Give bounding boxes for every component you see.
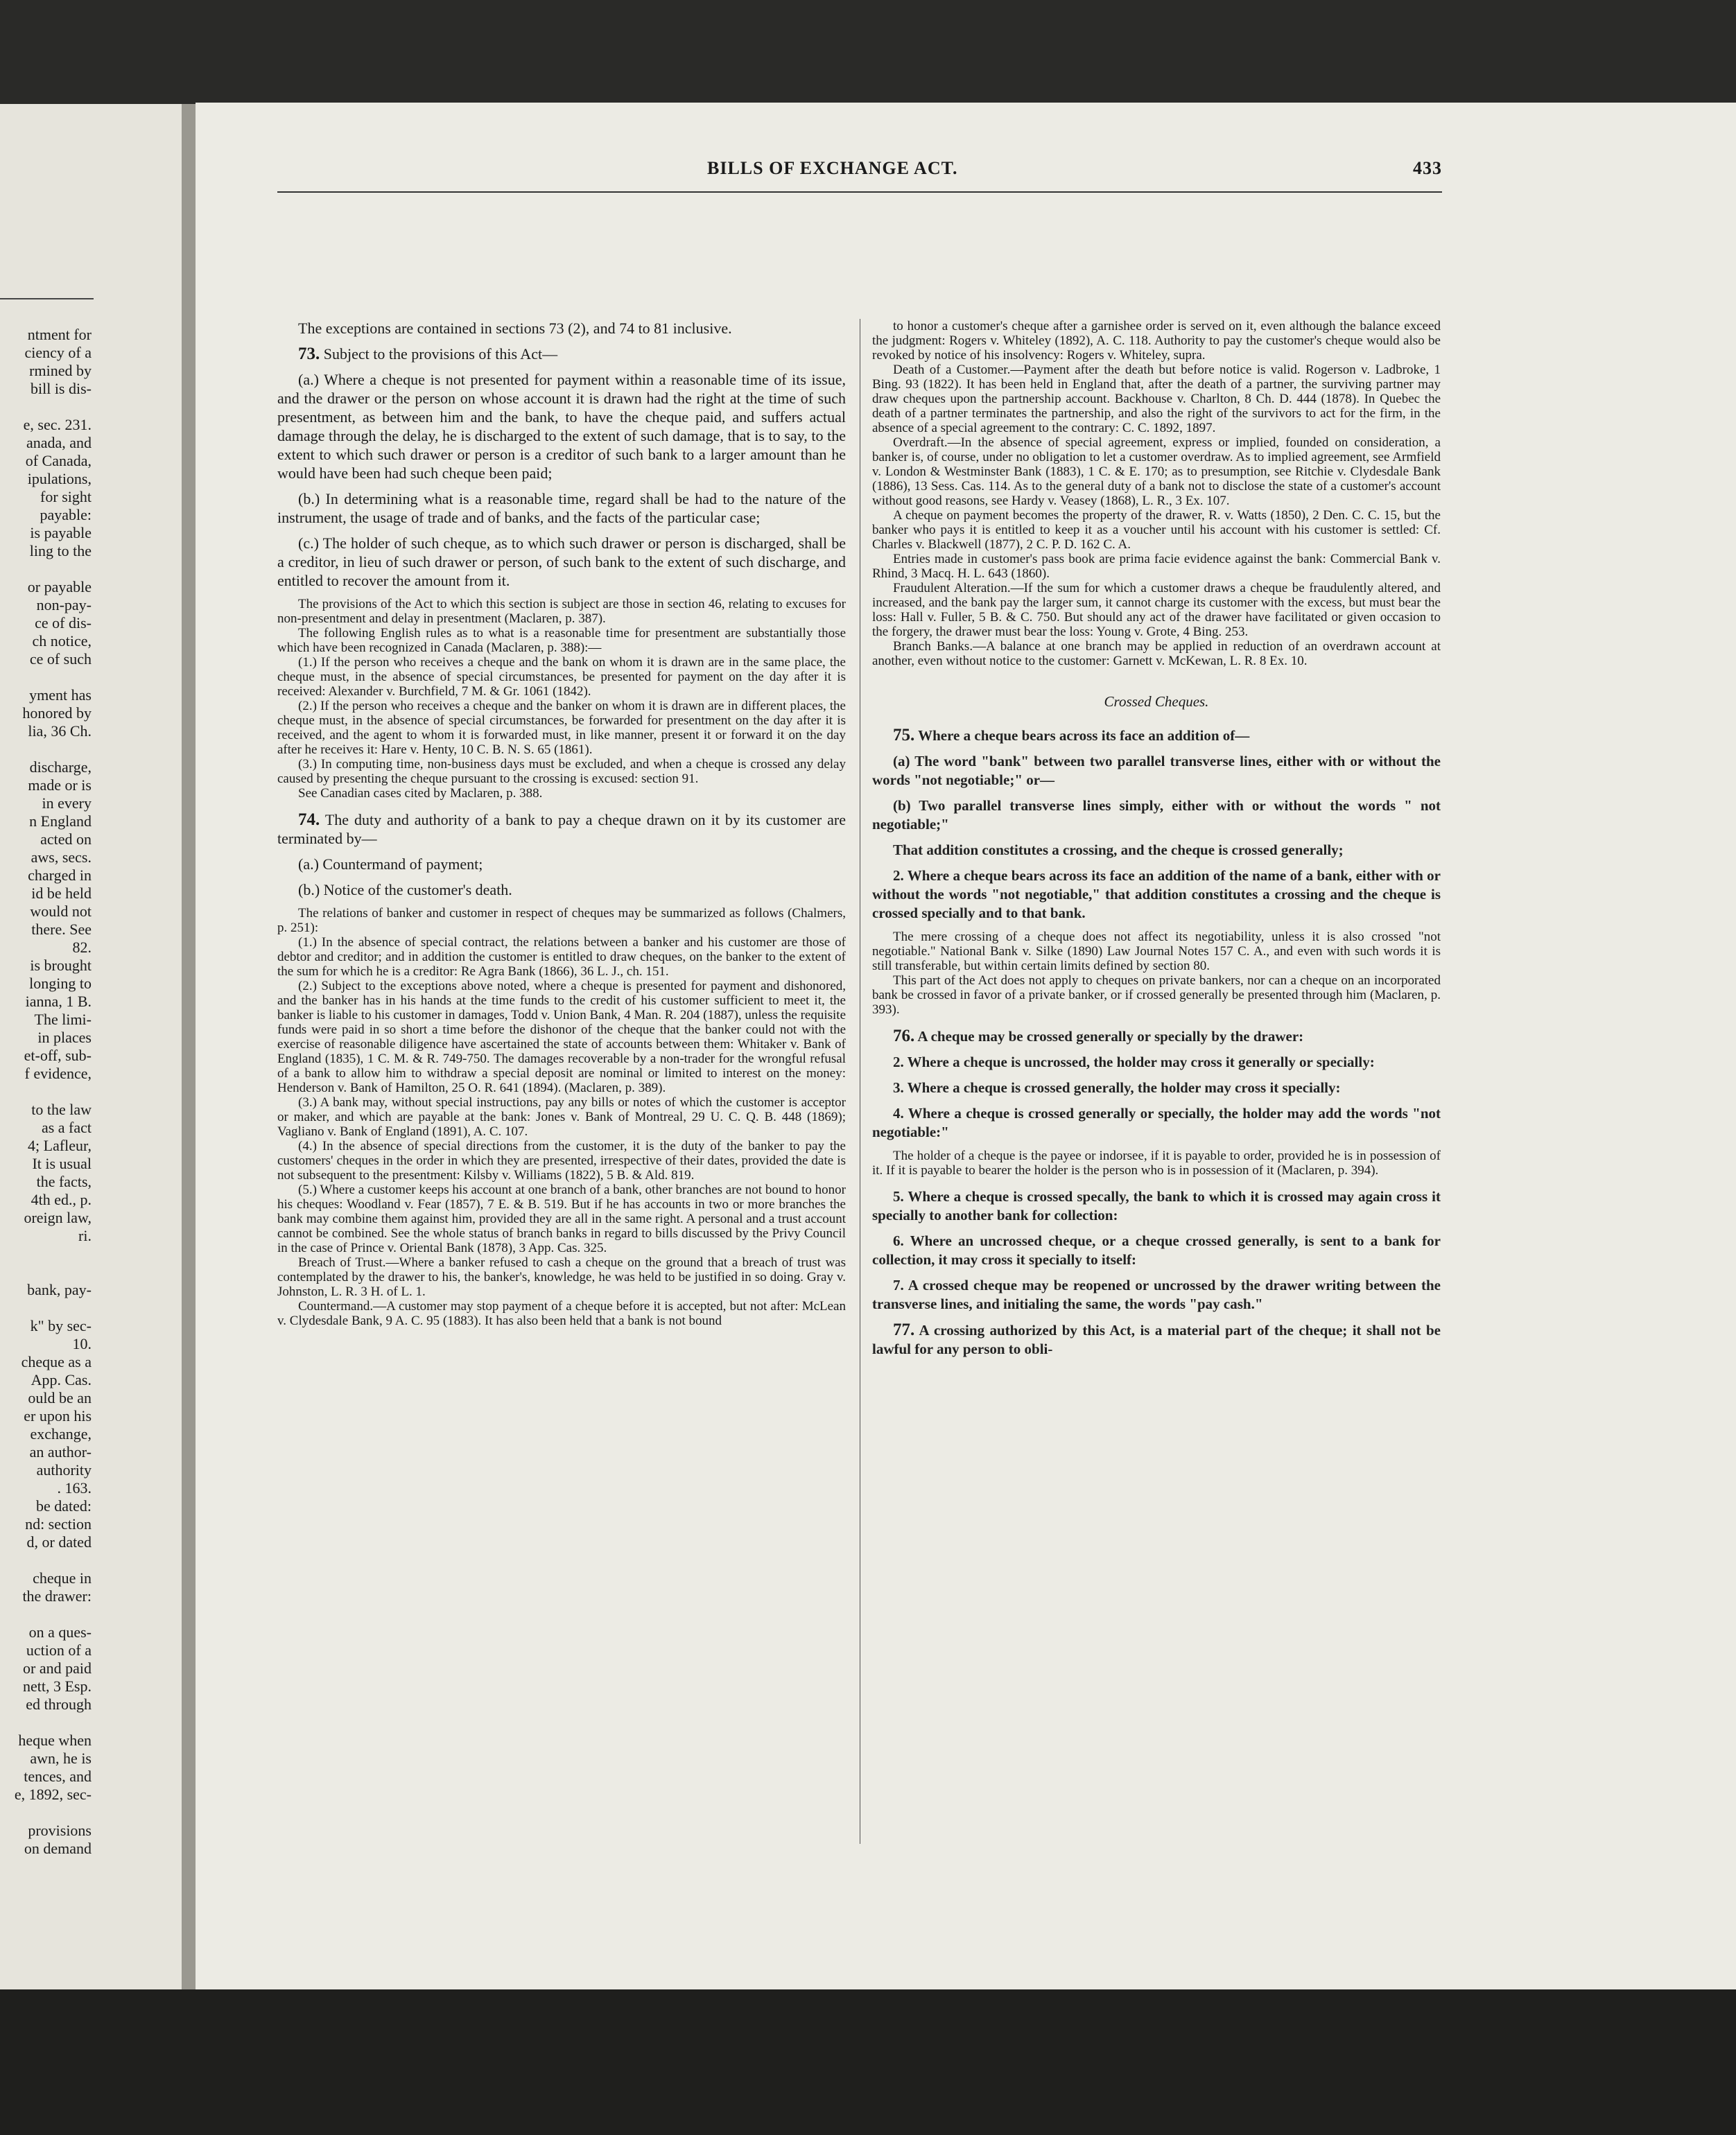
left-fragment-line: heque when xyxy=(18,1732,92,1749)
section-text: The duty and authority of a bank to pay a cheque drawn on it by its customer are terminated by— xyxy=(277,811,846,847)
left-fragment-line: of Canada, xyxy=(25,452,92,469)
left-fragment-line: or and paid xyxy=(23,1659,92,1677)
paragraph: 2. Where a cheque bears across its face an addition of the name of a bank, either with or without the words "not negotiable," that addition constitutes a crossing and the cheque is crossed specially and to that bank. xyxy=(872,867,1441,921)
left-fragment-line: App. Cas. xyxy=(31,1371,92,1388)
section-text: Where a cheque bears across its face an addition of— xyxy=(914,727,1250,744)
section-paragraph xyxy=(277,810,846,848)
left-fragment-line: ce of dis- xyxy=(35,614,92,631)
paragraph: (1.) If the person who receives a cheque and the bank on whom it is drawn are in the same place, the cheque must, in the absence of special circumstances, be presented for payment on the day after it is received: Alexander v. Burchfield, 7 M. & Gr. 1061 (1842). xyxy=(277,655,846,699)
section-number: 75. xyxy=(893,726,915,744)
left-fragment-line: or payable xyxy=(27,578,92,595)
paragraph: That addition constitutes a crossing, and the cheque is crossed generally; xyxy=(893,842,1344,858)
section-paragraph xyxy=(872,1027,1441,1046)
left-fragment-line: lia, 36 Ch. xyxy=(28,722,92,740)
left-fragment-line: It is usual xyxy=(32,1155,92,1172)
left-fragment-line: ianna, 1 B. xyxy=(25,993,92,1010)
left-fragment-line: anada, and xyxy=(26,434,92,451)
paragraph: (2.) Subject to the exceptions above noted, where a cheque is presented for payment and dishonored, and the banker has in his hands at the time funds to the credit of his customer sufficient to meet it, the banker is liable to his customer in damages, Todd v. Union Bank, 4 Man. R. 204 (1887), unless the requisite funds were paid in so short a time before the dishonor of the cheque that the banker could not with the exercise of reasonable diligence have ascertained the state of accounts between them: Whitaker v. Bank of England (1835), 1 C. M. & R. 749-750. The damages recoverable by a non-trader for the wrongful refusal of a bank to allow him to withdraw a special deposit are nominal or limited to interest on the money: Henderson v. Bank of Hamilton, 25 O. R. 641 (1894). (Maclaren, p. 389). xyxy=(277,979,846,1095)
left-fragment-line: bill is dis- xyxy=(30,380,92,397)
left-fragment-line: ce of such xyxy=(29,650,92,668)
left-fragment-line: f evidence, xyxy=(24,1065,92,1082)
left-fragment-line: yment has xyxy=(29,686,92,704)
left-fragment-line: e, sec. 231. xyxy=(23,416,92,433)
paragraph: (b) Two parallel transverse lines simply, either with or without the words " not negotiable;" xyxy=(872,797,1441,833)
paragraph: 4. Where a cheque is crossed generally or specially, the holder may add the words "not negotiable:" xyxy=(872,1105,1441,1140)
left-fragment-line: ri. xyxy=(78,1227,92,1244)
left-page-fragment xyxy=(0,104,182,1989)
left-fragment-line: honored by xyxy=(22,704,92,722)
header-rule xyxy=(277,191,1442,193)
left-page-rule xyxy=(0,298,94,299)
left-fragment-line: is payable xyxy=(30,524,92,541)
left-fragment-line: be dated: xyxy=(35,1497,92,1515)
left-fragment-line: payable: xyxy=(40,506,92,523)
section-text: A crossing authorized by this Act, is a material part of the cheque; it shall not be lawful for any person to obli- xyxy=(872,1322,1441,1357)
left-fragment-line: aws, secs. xyxy=(31,848,92,866)
paragraph: The provisions of the Act to which this section is subject are those in section 46, relating to excuses for non-presentment and delay in presentment (Maclaren, p. 387). xyxy=(277,597,846,626)
paragraph: 6. Where an uncrossed cheque, or a cheque crossed generally, is sent to a bank for collection, it may cross it specially to itself: xyxy=(872,1232,1441,1268)
paragraph: Countermand.—A customer may stop payment of a cheque before it is accepted, but not after: McLean v. Clydesdale Bank, 9 A. C. 95 (1883). It has also been held that a bank is not bound xyxy=(277,1299,846,1328)
paragraph: to honor a customer's cheque after a garnishee order is served on it, even although the balance exceed the judgment: Rogers v. Whiteley (1892), A. C. 118. Authority to pay the customer's cheque would also be revoked by notice of his insolvency: Rogers v. Whiteley, supra. xyxy=(872,319,1441,363)
section-text: Subject to the provisions of this Act— xyxy=(320,345,558,363)
left-fragment-line: on a ques- xyxy=(28,1623,92,1641)
paragraph: (2.) If the person who receives a cheque and the banker on whom it is drawn are in different places, the cheque must, in the absence of special circumstances, be forwarded for presentment on the day after it is received, and the agent to whom it is forwarded must, in like manner, present it or forward it on the day after he receives it: Hare v. Henty, 10 C. B. N. S. 65 (1861). xyxy=(277,699,846,757)
section-number: 74. xyxy=(298,810,320,829)
section-text: A cheque may be crossed generally or specially by the drawer: xyxy=(914,1028,1304,1045)
left-fragment-line: in places xyxy=(37,1029,92,1046)
paragraph: (b.) Notice of the customer's death. xyxy=(298,881,512,898)
left-fragment-line: 82. xyxy=(72,939,92,956)
paragraph: The exceptions are contained in sections 73 (2), and 74 to 81 inclusive. xyxy=(298,320,732,337)
left-fragment-line: ntment for xyxy=(27,326,92,343)
section-paragraph xyxy=(872,726,1441,745)
section-number: 76. xyxy=(893,1027,915,1045)
paragraph: See Canadian cases cited by Maclaren, p. 388. xyxy=(298,786,543,801)
paragraph: Breach of Trust.—Where a banker refused to cash a cheque on the ground that a breach of trust was contemplated by the drawer to his, the banker's, knowledge, he was held to be justified in so doing. Gray v. Johnston, L. R. 3 H. of L. 1. xyxy=(277,1255,846,1299)
paragraph: Entries made in customer's pass book are prima facie evidence against the bank: Commercial Bank v. Rhind, 3 Macq. H. L. 643 (1860). xyxy=(872,552,1441,581)
left-fragment-line: oreign law, xyxy=(24,1209,92,1226)
left-fragment-line: awn, he is xyxy=(30,1750,92,1767)
left-fragment-line: ould be an xyxy=(28,1389,92,1406)
left-fragment-line: ipulations, xyxy=(27,470,92,487)
paragraph: (1.) In the absence of special contract, the relations between a banker and his customer are those of debtor and creditor; and in addition the customer is entitled to draw cheques, on the banker to the extent of the sum for which he is a creditor: Re Agra Bank (1866), 36 L. J., ch. 151. xyxy=(277,935,846,979)
left-fragment-line: cheque as a xyxy=(21,1353,92,1370)
left-fragment-line: provisions xyxy=(28,1822,92,1839)
left-fragment-line: nett, 3 Esp. xyxy=(23,1678,92,1695)
paragraph: Overdraft.—In the absence of special agreement, express or implied, founded on consideration, a banker is, of course, under no obligation to let a customer overdraw. As to implied agreement, see Armfield v. London & Westminster Bank (1883), 1 C. & E. 170; as to presumption, see Ritchie v. Clydesdale Bank (1886), 13 Sess. Cas. 114. As to the general duty of a bank not to disclose the state of a customer's account without good reasons, see Hardy v. Veasey (1868), L. R., 3 Ex. 107. xyxy=(872,435,1441,508)
paragraph: Fraudulent Alteration.—If the sum for which a customer draws a cheque be fraudulently altered, and increased, and the bank pay the larger sum, it cannot charge its customer with the excess, but must bear the loss: Hall v. Fuller, 5 B. & C. 750. But should any act of the drawer have facilitated or given occasion to the forgery, the drawer must bear the loss: Young v. Grote, 4 Bing. 253. xyxy=(872,581,1441,639)
right-column xyxy=(872,319,1441,1366)
paragraph: Branch Banks.—A balance at one branch may be applied in reduction of an overdrawn account at another, even without notice to the customer: Garnett v. McKewan, L. R. 8 Ex. 10. xyxy=(872,639,1441,668)
left-fragment-line: discharge, xyxy=(29,758,92,776)
left-fragment-line: the facts, xyxy=(36,1173,92,1190)
paragraph: 7. A crossed cheque may be reopened or uncrossed by the drawer writing between the transverse lines, and initialing the same, the words "pay cash." xyxy=(872,1277,1441,1312)
left-fragment-line: rmined by xyxy=(29,362,92,379)
left-fragment-line: there. See xyxy=(31,921,92,938)
page-number: 433 xyxy=(1413,158,1442,178)
paragraph: (4.) In the absence of special directions from the customer, it is the duty of the banker to pay the customers' cheques in the order in which they are presented, irrespective of their dates, provided the date is not subsequent to the presentment: Kilsby v. Williams (1822), 5 B. & Ald. 819. xyxy=(277,1139,846,1183)
left-fragment-line: 10. xyxy=(72,1335,92,1352)
left-fragment-line: an author- xyxy=(29,1443,92,1461)
paragraph: (a) The word "bank" between two parallel transverse lines, either with or without the words "not negotiable;" or— xyxy=(872,753,1441,788)
paragraph: (3.) A bank may, without special instructions, pay any bills or notes of which the customer is acceptor or maker, and which are payable at the bank: Jones v. Bank of Montreal, 29 U. C. Q. B. 448 (1869); Vagliano v. Bank of England (1891), A. C. 107. xyxy=(277,1095,846,1139)
left-fragment-line: the drawer: xyxy=(22,1587,92,1605)
left-fragment-line: ling to the xyxy=(29,542,92,559)
left-fragment-line: exchange, xyxy=(30,1425,92,1443)
left-fragment-line: . 163. xyxy=(57,1479,92,1497)
left-fragment-line: et-off, sub- xyxy=(24,1047,92,1064)
section-heading: Crossed Cheques. xyxy=(1104,693,1209,710)
running-title: BILLS OF EXCHANGE ACT. xyxy=(707,158,958,178)
paragraph: The following English rules as to what is a reasonable time for presentment are substantially those which have been recognized in Canada (Maclaren, p. 388):— xyxy=(277,626,846,655)
paragraph: 2. Where a cheque is uncrossed, the holder may cross it generally or specially: xyxy=(893,1054,1375,1070)
spacer xyxy=(872,1178,1441,1187)
section-number: 77. xyxy=(893,1321,915,1339)
left-fragment-line: ch notice, xyxy=(32,632,92,650)
section-paragraph xyxy=(872,1321,1441,1359)
paragraph: (5.) Where a customer keeps his account at one branch of a bank, other branches are not bound to honor his cheques: Woodland v. Fear (1857), 7 E. & B. 519. But if he has accounts in two or more branches the bank may combine them against him, provided they are all in the same right. A personal and a trust account cannot be combined. See the whole status of branch banks in regard to bills discussed by the Privy Council in the case of Prince v. Oriental Bank (1878), 3 App. Cas. 325. xyxy=(277,1183,846,1255)
left-column xyxy=(277,319,846,1328)
left-fragment-line: made or is xyxy=(28,776,92,794)
left-fragment-line: e, 1892, sec- xyxy=(14,1786,92,1803)
left-fragment-line: n England xyxy=(29,812,92,830)
paragraph: The mere crossing of a cheque does not affect its negotiability, unless it is also crossed "not negotiable." National Bank v. Silke (1890) Law Journal Notes 157 C. A., and even with such words it is still transferable, but within certain limits defined by section 80. xyxy=(872,930,1441,973)
left-fragment-line: non-pay- xyxy=(36,596,92,613)
paragraph: (b.) In determining what is a reasonable time, regard shall be had to the nature of the instrument, the usage of trade and of banks, and the facts of the particular case; xyxy=(277,490,846,526)
left-fragment-line: er upon his xyxy=(24,1407,92,1424)
left-fragment-line: d, or dated xyxy=(26,1533,92,1551)
left-fragment-line: authority xyxy=(36,1461,92,1479)
left-fragment-line: longing to xyxy=(29,975,92,992)
section-paragraph xyxy=(277,345,846,363)
paragraph: (c.) The holder of such cheque, as to which such drawer or person is discharged, shall be a creditor, in lieu of such drawer or person, of such bank to the extent of such discharge, and entitled to recover the amount from it. xyxy=(277,534,846,589)
paragraph: (a.) Countermand of payment; xyxy=(298,855,483,873)
left-fragment-line: ed through xyxy=(26,1696,92,1713)
left-fragment-line: 4; Lafleur, xyxy=(28,1137,92,1154)
left-fragment-line: acted on xyxy=(40,830,92,848)
section-number: 73. xyxy=(298,345,320,363)
left-fragment-line: would not xyxy=(30,903,92,920)
book-gutter xyxy=(182,104,196,1989)
left-fragment-line: ciency of a xyxy=(24,344,92,361)
paragraph: Death of a Customer.—Payment after the death but before notice is valid. Rogerson v. Ladbroke, 1 Bing. 93 (1822). It has been held in England that, after the death of a partner, the surviving partner may draw cheques upon the partnership account. Backhouse v. Charlton, 8 Ch. D. 444 (1878). In Quebec the death of a partner terminates the partnership, and also the right of the survivors to act for the firm, in the absence of a special agreement to the contrary: C. C. 1892, 1897. xyxy=(872,363,1441,435)
paragraph: This part of the Act does not apply to cheques on private bankers, nor can a cheque on an incorporated bank be crossed in favor of a private banker, or if crossed generally be presented through him (Maclaren, p. 393). xyxy=(872,973,1441,1017)
left-fragment-line: cheque in xyxy=(33,1569,92,1587)
paragraph: (3.) In computing time, non-business days must be excluded, and when a cheque is crossed any delay caused by presenting the cheque pursuant to the crossing is excused: section 91. xyxy=(277,757,846,786)
spacer xyxy=(277,801,846,810)
paragraph: A cheque on payment becomes the property of the drawer, R. v. Watts (1850), 2 Den. C. C. 15, but the banker who pays it is entitled to keep it as a voucher until his account with his customer is settled: Cf. Charles v. Blackwell (1877), 2 C. P. D. 162 C. A. xyxy=(872,508,1441,552)
left-fragment-line: bank, pay- xyxy=(27,1281,92,1298)
left-fragment-line: on demand xyxy=(24,1840,92,1857)
left-fragment-line: id be held xyxy=(31,885,92,902)
left-fragment-line: charged in xyxy=(28,866,92,884)
left-fragment-line: uction of a xyxy=(26,1641,92,1659)
paragraph: 5. Where a cheque is crossed specally, the bank to which it is crossed may again cross it specially to another bank for collection: xyxy=(872,1188,1441,1223)
left-fragment-line: tences, and xyxy=(24,1768,92,1785)
left-fragment-line: k" by sec- xyxy=(30,1317,92,1334)
scan-background xyxy=(0,1989,1736,2135)
left-fragment-line: is brought xyxy=(30,957,92,974)
left-fragment-line: 4th ed., p. xyxy=(31,1191,92,1208)
left-fragment-line: The limi- xyxy=(34,1011,92,1028)
left-fragment-line: nd: section xyxy=(25,1515,92,1533)
paragraph: The relations of banker and customer in respect of cheques may be summarized as follows (Chalmers, p. 251): xyxy=(277,906,846,935)
left-fragment-line: in every xyxy=(42,794,92,812)
paragraph: 3. Where a cheque is crossed generally, the holder may cross it specially: xyxy=(893,1079,1341,1096)
left-fragment-line: for sight xyxy=(40,488,92,505)
left-fragment-line: to the law xyxy=(31,1101,92,1118)
paragraph: The holder of a cheque is the payee or indorsee, if it is payable to order, provided he is in possession of it. If it is payable to bearer the holder is the person who is in possession of it (Maclaren, p. 394). xyxy=(872,1149,1441,1178)
left-fragment-line: as a fact xyxy=(41,1119,92,1136)
paragraph: (a.) Where a cheque is not presented for payment within a reasonable time of its issue, and the drawer or the person on whose account it is drawn had the right at the time of such presentment, as between him and the bank, to have the cheque paid, and suffers actual damage through the delay, he is discharged to the extent of such damage, that is to say, to the extent to which such drawer or person is a creditor of such bank to a larger amount than he would have been had such cheque been paid; xyxy=(277,371,846,482)
spacer xyxy=(872,1017,1441,1027)
